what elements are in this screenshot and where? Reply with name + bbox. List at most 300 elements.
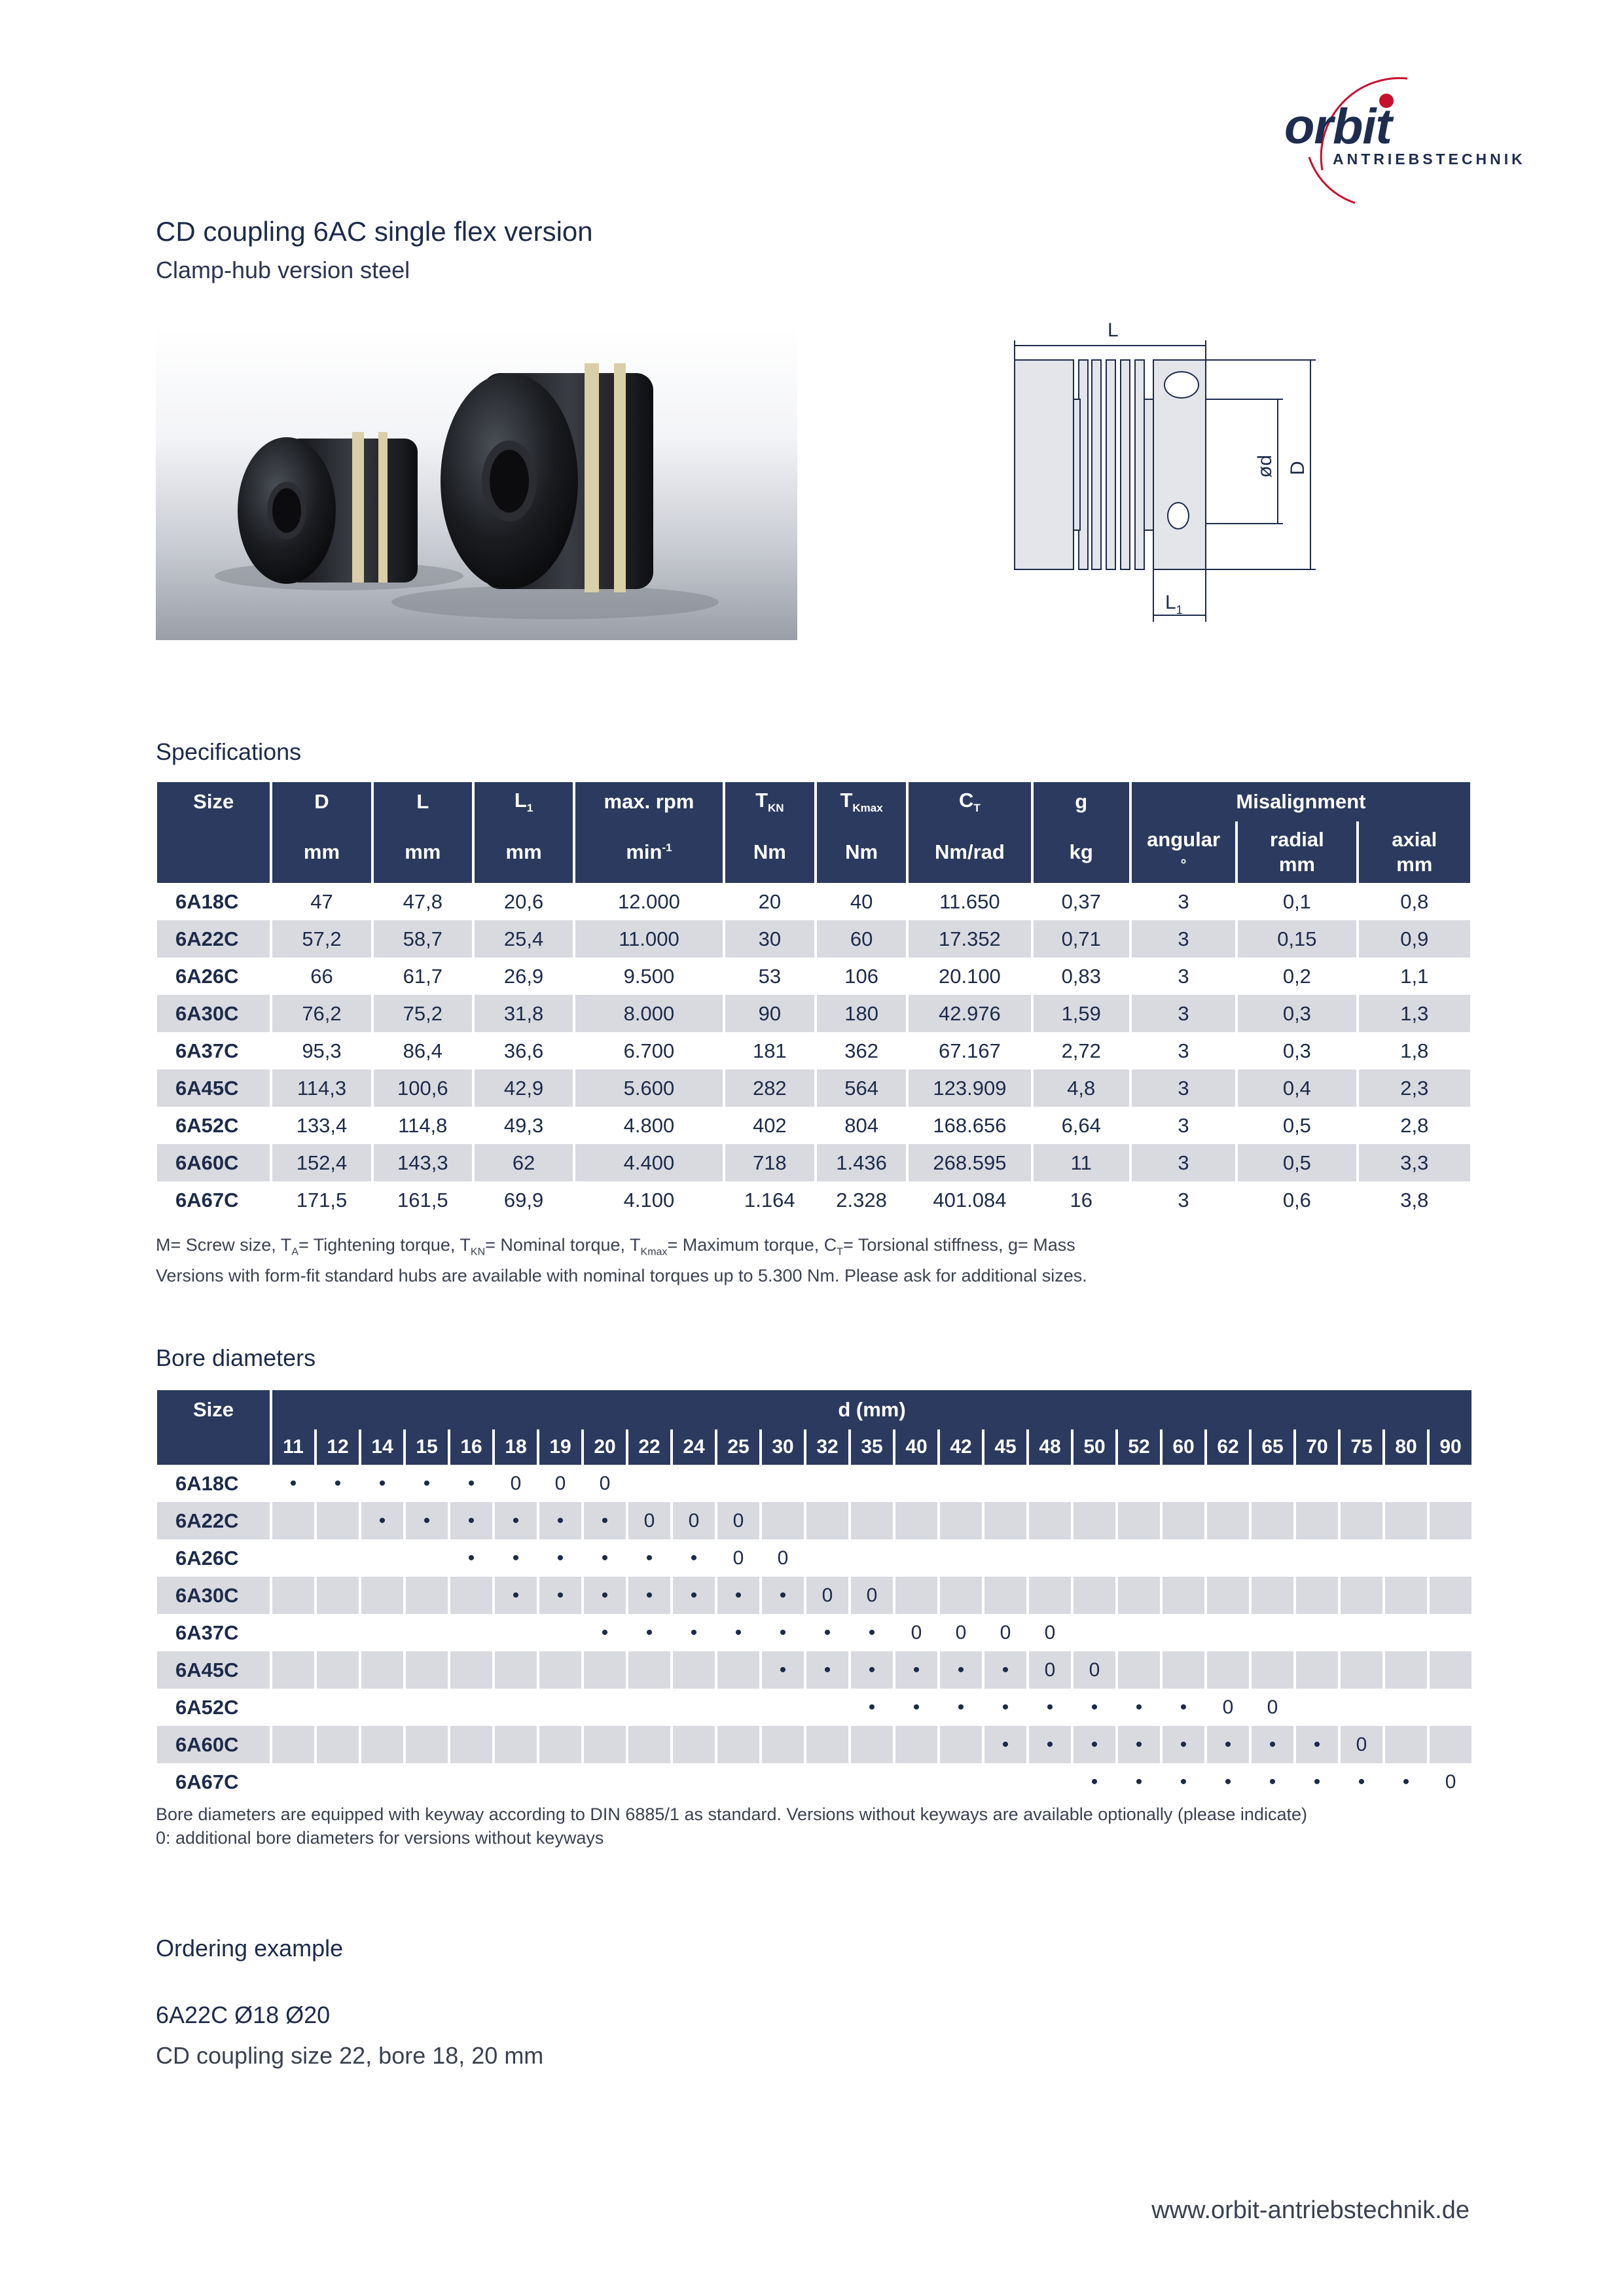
spec-value-cell: 12.000	[618, 889, 680, 913]
page-title: CD coupling 6AC single flex version	[156, 216, 593, 247]
spec-value-cell: 4.100	[623, 1188, 675, 1211]
col-D: D	[272, 782, 370, 821]
col-TKN: $T_{KN}$	[725, 782, 814, 821]
bore-availability-cell	[628, 1465, 670, 1502]
spec-value-cell: 57,2	[272, 920, 370, 958]
spec-value-cell: 66	[310, 964, 333, 988]
spec-value-cell: 0,3	[1238, 995, 1356, 1032]
spec-value-cell: 1.436	[817, 1144, 906, 1181]
bore-availability-cell	[1118, 1465, 1160, 1502]
spec-value-cell: 53	[758, 964, 782, 988]
bore-availability-cell: •	[495, 1577, 537, 1614]
spec-value-cell: 1,8	[1400, 1039, 1429, 1062]
bore-availability-cell	[984, 1577, 1026, 1614]
bore-availability-cell: •	[823, 1621, 831, 1643]
dim-L-label: L	[1108, 321, 1119, 341]
bore-availability-cell: •	[895, 1651, 937, 1689]
bore-availability-cell: •	[1207, 1726, 1249, 1763]
bore-availability-cell	[673, 1651, 715, 1689]
spec-value-cell: 2,8	[1400, 1113, 1429, 1137]
dim-D-label: D	[1287, 461, 1308, 475]
spec-value-cell: 11.650	[939, 889, 1000, 913]
spec-value-cell: 0,37	[1061, 889, 1101, 913]
bore-availability-cell: •	[762, 1651, 804, 1689]
spec-size-cell: 6A60C	[157, 1144, 270, 1181]
spec-value-cell: 11.000	[575, 920, 722, 958]
bore-availability-cell	[1029, 1763, 1071, 1801]
bore-availability-cell	[940, 1539, 982, 1577]
spec-value-cell: 1,59	[1034, 995, 1129, 1032]
spec-value-cell: 11	[1034, 1144, 1129, 1181]
spec-value-cell: 0,4	[1238, 1069, 1356, 1107]
spec-value-cell: 67.167	[938, 1039, 1001, 1062]
bore-availability-cell: •	[645, 1621, 653, 1643]
bore-availability-cell	[1207, 1577, 1249, 1614]
bore-availability-cell	[450, 1726, 492, 1763]
bore-availability-cell	[1341, 1651, 1382, 1689]
bore-availability-cell: •	[1313, 1770, 1321, 1793]
bore-availability-cell: •	[378, 1472, 386, 1494]
spec-value-cell: 282	[725, 1069, 814, 1107]
bore-availability-cell	[1163, 1465, 1204, 1502]
spec-value-cell: 0,3	[1282, 1039, 1311, 1062]
bore-availability-cell: •	[1296, 1726, 1338, 1763]
bore-availability-cell	[717, 1763, 759, 1801]
spec-value-cell: 180	[817, 995, 906, 1032]
bore-availability-cell	[1207, 1465, 1249, 1502]
bore-availability-cell: •	[539, 1502, 581, 1539]
bore-availability-cell	[895, 1763, 937, 1801]
bore-availability-cell: •	[868, 1621, 876, 1643]
bore-availability-cell	[806, 1502, 848, 1539]
bore-availability-cell	[984, 1465, 1026, 1502]
spec-value-cell: 3	[1178, 1039, 1189, 1062]
spec-value-cell: 49,3	[503, 1113, 544, 1137]
spec-value-cell: 36,6	[503, 1039, 544, 1062]
spec-value-cell: 58,7	[374, 920, 472, 958]
bore-availability-cell	[1118, 1577, 1160, 1614]
bore-availability-cell: •	[601, 1547, 609, 1569]
bore-availability-cell	[272, 1689, 314, 1726]
bore-diameter-header: 16	[450, 1429, 492, 1465]
spec-value-cell: 47	[310, 889, 333, 913]
bore-availability-cell	[1029, 1539, 1071, 1577]
spec-value-cell: 0,15	[1238, 920, 1356, 958]
bore-availability-cell	[1118, 1502, 1160, 1539]
specifications-heading: Specifications	[156, 738, 302, 765]
bore-diameter-header: 50	[1074, 1429, 1115, 1465]
spec-value-cell: 1,3	[1359, 995, 1470, 1032]
bore-availability-cell	[539, 1614, 581, 1651]
bore-availability-cell: •	[868, 1696, 876, 1718]
spec-value-cell: 0,83	[1061, 964, 1101, 988]
bore-availability-cell: •	[512, 1547, 520, 1569]
bore-availability-cell	[628, 1689, 670, 1726]
bore-diameter-header: 45	[984, 1429, 1026, 1465]
bore-diameter-header: 14	[361, 1429, 403, 1465]
bore-availability-cell: •	[361, 1502, 403, 1539]
bore-availability-cell	[762, 1465, 804, 1502]
spec-value-cell: 16	[1070, 1188, 1092, 1211]
col-CT: $C_T$	[909, 782, 1030, 821]
bore-diameter-header: 90	[1430, 1429, 1471, 1465]
bore-availability-cell	[1385, 1726, 1427, 1763]
bore-availability-cell: •	[334, 1472, 342, 1494]
bore-availability-cell: •	[690, 1547, 698, 1569]
bore-availability-cell: 0	[510, 1472, 522, 1494]
bore-availability-cell	[539, 1689, 581, 1726]
col-radial: radial mm	[1238, 821, 1356, 883]
unit-TKmax: Nm	[817, 821, 906, 883]
specifications-body	[157, 883, 1470, 1219]
bore-availability-cell	[851, 1465, 893, 1502]
spec-value-cell: 90	[725, 995, 814, 1032]
bore-availability-cell: •	[984, 1651, 1026, 1689]
bore-availability-cell	[272, 1726, 314, 1763]
bore-availability-cell	[806, 1465, 848, 1502]
spec-value-cell: 168.656	[933, 1113, 1007, 1137]
bore-availability-cell	[762, 1689, 804, 1726]
bore-availability-cell: 0	[806, 1577, 848, 1614]
bore-diameter-header: 19	[539, 1429, 581, 1465]
bore-availability-cell: •	[584, 1577, 626, 1614]
spec-value-cell: 40	[850, 889, 873, 913]
bore-availability-cell	[1118, 1651, 1160, 1689]
bore-availability-cell	[984, 1763, 1026, 1801]
bore-availability-cell: •	[1252, 1726, 1293, 1763]
bore-availability-cell	[272, 1763, 314, 1801]
bore-table	[154, 1390, 1474, 1801]
bore-availability-cell	[450, 1614, 492, 1651]
bore-size-cell: 6A67C	[175, 1770, 239, 1793]
bore-availability-cell: •	[806, 1651, 848, 1689]
spec-row	[157, 1144, 1470, 1181]
bore-availability-cell	[495, 1726, 537, 1763]
spec-value-cell: 3	[1178, 964, 1189, 988]
spec-row	[157, 1181, 1470, 1219]
spec-value-cell: 20,6	[503, 889, 544, 913]
bore-availability-cell: •	[556, 1547, 564, 1569]
unit-size	[157, 821, 270, 883]
bore-availability-cell	[317, 1502, 359, 1539]
bore-diameter-header: 60	[1163, 1429, 1204, 1465]
col-size: Size	[157, 782, 270, 821]
spec-value-cell: 75,2	[374, 995, 472, 1032]
spec-value-cell: 25,4	[475, 920, 573, 958]
bore-availability-cell	[450, 1651, 492, 1689]
spec-size-cell: 6A45C	[157, 1069, 270, 1107]
footer-url[interactable]: www.orbit-antriebstechnik.de	[1151, 2197, 1470, 2224]
bore-diameter-header: 65	[1252, 1429, 1293, 1465]
bore-availability-cell	[272, 1539, 314, 1577]
spec-value-cell: 133,4	[296, 1113, 348, 1137]
spec-row	[157, 1069, 1470, 1107]
bore-size-cell: 6A22C	[157, 1502, 270, 1539]
bore-availability-cell: •	[912, 1696, 920, 1718]
bore-availability-cell: •	[1269, 1770, 1276, 1793]
dim-od-label: ød	[1254, 454, 1276, 478]
spec-note-line1: M= Screw size, $T_A=$ Tightening torque, $T_{KN}=$ Nominal torque, $T_{Kmax}=$ Maximum torque, $C_T=$ Torsional stiffness, g= Mass	[156, 1235, 1075, 1258]
bore-availability-cell	[806, 1763, 848, 1801]
bore-availability-cell	[406, 1689, 448, 1726]
bore-availability-cell	[673, 1726, 715, 1763]
bore-availability-cell	[584, 1651, 626, 1689]
spec-value-cell: 76,2	[272, 995, 370, 1032]
bore-availability-cell	[806, 1539, 848, 1577]
bore-availability-cell: •	[1358, 1770, 1365, 1793]
bore-availability-cell	[762, 1726, 804, 1763]
bore-availability-cell	[851, 1726, 893, 1763]
bore-availability-cell	[851, 1502, 893, 1539]
bore-note-line1: Bore diameters are equipped with keyway according to DIN 6885/1 as standard. Versions without keyways are available optionally (please indicate)	[156, 1804, 1307, 1824]
spec-value-cell: 62	[475, 1144, 573, 1181]
bore-availability-cell	[1118, 1539, 1160, 1577]
bore-availability-cell: 0	[851, 1577, 893, 1614]
bore-availability-cell	[584, 1763, 626, 1801]
bore-availability-cell	[317, 1763, 359, 1801]
spec-value-cell: 61,7	[403, 964, 442, 988]
bore-availability-cell	[1296, 1465, 1338, 1502]
bore-note-line2: 0: additional bore diameters for versions without keyways	[156, 1828, 604, 1848]
spec-size-cell: 6A37C	[175, 1039, 239, 1062]
bore-availability-cell: 0	[911, 1621, 922, 1643]
bore-availability-cell: 0	[1341, 1726, 1382, 1763]
unit-CT: Nm/rad	[909, 821, 1030, 883]
bore-availability-cell	[361, 1539, 403, 1577]
bore-row	[157, 1763, 1471, 1801]
bore-availability-cell	[495, 1614, 537, 1651]
bore-availability-cell	[361, 1651, 403, 1689]
bore-row	[157, 1539, 1471, 1577]
spec-value-cell: 86,4	[403, 1039, 442, 1062]
bore-availability-cell	[1252, 1465, 1293, 1502]
bore-availability-cell	[895, 1502, 937, 1539]
bore-availability-cell	[1163, 1651, 1204, 1689]
bore-diameter-header: 20	[584, 1429, 626, 1465]
spec-value-cell: 1,1	[1400, 964, 1429, 988]
bore-availability-cell: •	[1163, 1726, 1204, 1763]
bore-row	[157, 1465, 1471, 1502]
bore-availability-cell	[1430, 1502, 1471, 1539]
spec-value-cell: 0,5	[1238, 1144, 1356, 1181]
bore-availability-cell	[1430, 1577, 1471, 1614]
spec-value-cell: 30	[725, 920, 814, 958]
bore-row	[157, 1502, 1471, 1539]
spec-size-cell: 6A52C	[175, 1113, 239, 1137]
bore-availability-cell	[717, 1689, 759, 1726]
bore-availability-cell: •	[289, 1472, 297, 1494]
ordering-heading: Ordering example	[156, 1935, 344, 1962]
bore-availability-cell	[450, 1577, 492, 1614]
bore-availability-cell: •	[717, 1577, 759, 1614]
spec-value-cell: 6,64	[1061, 1113, 1101, 1137]
spec-value-cell: 152,4	[272, 1144, 370, 1181]
spec-value-cell: 26,9	[503, 964, 544, 988]
bore-availability-cell: 0	[599, 1472, 611, 1494]
bore-availability-cell	[1207, 1651, 1249, 1689]
bore-diameter-header: 24	[673, 1429, 715, 1465]
bore-availability-cell	[406, 1614, 448, 1651]
bore-diameter-header: 15	[406, 1429, 448, 1465]
bore-diameter-header: 75	[1341, 1429, 1382, 1465]
bore-availability-cell	[539, 1651, 581, 1689]
bore-size-cell: 6A52C	[175, 1695, 239, 1719]
unit-L1: mm	[475, 821, 573, 883]
bore-availability-cell	[1296, 1577, 1338, 1614]
bore-diameter-header: 40	[895, 1429, 937, 1465]
bore-size-cell: 6A60C	[157, 1726, 270, 1763]
bore-diameter-header: 32	[806, 1429, 848, 1465]
bore-availability-cell: •	[984, 1726, 1026, 1763]
bore-availability-cell: 0	[777, 1547, 789, 1569]
spec-value-cell: 20.100	[938, 964, 1001, 988]
bore-availability-cell	[1430, 1539, 1471, 1577]
bore-availability-cell: •	[495, 1502, 537, 1539]
bore-availability-cell	[1252, 1651, 1293, 1689]
spec-value-cell: 0,2	[1282, 964, 1311, 988]
bore-availability-cell: •	[539, 1577, 581, 1614]
bore-availability-cell: 0	[554, 1472, 566, 1494]
bore-availability-cell	[1385, 1689, 1427, 1726]
bore-availability-cell: •	[1001, 1696, 1009, 1718]
bore-availability-cell	[1341, 1577, 1382, 1614]
bore-availability-cell: 0	[717, 1502, 759, 1539]
col-misalignment: Misalignment	[1132, 782, 1470, 821]
spec-value-cell: 402	[752, 1113, 787, 1137]
spec-value-cell: 95,3	[302, 1039, 342, 1062]
bore-availability-cell	[495, 1763, 537, 1801]
bore-availability-cell: •	[1135, 1770, 1143, 1793]
bore-availability-cell: •	[1118, 1726, 1160, 1763]
bore-availability-cell	[1207, 1614, 1249, 1651]
spec-value-cell: 3	[1178, 889, 1189, 913]
bore-availability-cell	[450, 1689, 492, 1726]
bore-availability-cell: •	[1180, 1770, 1187, 1793]
bore-availability-cell	[717, 1651, 759, 1689]
spec-value-cell: 401.084	[933, 1188, 1007, 1211]
bore-availability-cell	[1074, 1465, 1115, 1502]
bore-diameter-header: 35	[851, 1429, 893, 1465]
bore-availability-cell: •	[957, 1696, 965, 1718]
technical-drawing	[1008, 321, 1348, 635]
bore-availability-cell	[1296, 1502, 1338, 1539]
bore-availability-cell	[317, 1614, 359, 1651]
spec-value-cell: 3	[1178, 1188, 1189, 1211]
bore-availability-cell	[1430, 1614, 1471, 1651]
bore-availability-cell	[895, 1577, 937, 1614]
col-axial: axial mm	[1359, 821, 1470, 883]
bore-availability-cell	[1385, 1577, 1427, 1614]
bore-availability-cell	[1163, 1539, 1204, 1577]
bore-availability-cell	[1430, 1726, 1471, 1763]
col-max-rpm: max. rpm	[575, 782, 722, 821]
spec-value-cell: 114,3	[272, 1069, 370, 1107]
bore-availability-cell	[851, 1763, 893, 1801]
bore-availability-cell: •	[645, 1547, 653, 1569]
spec-value-cell: 3	[1178, 1113, 1189, 1137]
bore-availability-cell	[450, 1763, 492, 1801]
spec-row	[157, 995, 1470, 1032]
spec-value-cell: 3,8	[1400, 1188, 1429, 1211]
bore-availability-cell	[272, 1502, 314, 1539]
bore-size-cell: 6A37C	[175, 1621, 239, 1644]
spec-size-cell: 6A18C	[175, 889, 239, 913]
ordering-description: CD coupling size 22, bore 18, 20 mm	[156, 2042, 544, 2069]
bore-availability-cell	[495, 1689, 537, 1726]
bore-availability-cell	[984, 1502, 1026, 1539]
bore-size-cell: 6A30C	[157, 1577, 270, 1614]
specifications-table	[154, 782, 1473, 1219]
bore-availability-cell	[673, 1465, 715, 1502]
bore-availability-cell: •	[940, 1651, 982, 1689]
bore-diameter-header: 48	[1029, 1429, 1071, 1465]
spec-value-cell: 17.352	[909, 920, 1030, 958]
unit-D: mm	[272, 821, 370, 883]
bore-availability-cell	[1341, 1689, 1382, 1726]
bore-diameter-header: 30	[762, 1429, 804, 1465]
bore-row	[157, 1689, 1471, 1726]
spec-value-cell: 362	[844, 1039, 878, 1062]
bore-availability-cell	[406, 1763, 448, 1801]
bore-availability-cell	[406, 1726, 448, 1763]
bore-availability-cell	[940, 1465, 982, 1502]
spec-value-cell: 4.400	[575, 1144, 722, 1181]
bore-availability-cell	[361, 1614, 403, 1651]
bore-diameter-header: 18	[495, 1429, 537, 1465]
spec-size-cell: 6A67C	[175, 1188, 239, 1211]
bore-availability-cell	[1385, 1539, 1427, 1577]
spec-value-cell: 3	[1132, 1144, 1235, 1181]
spec-row	[157, 883, 1470, 920]
bore-availability-cell	[1074, 1614, 1115, 1651]
bore-availability-cell	[1341, 1465, 1382, 1502]
spec-size-cell: 6A22C	[157, 920, 270, 958]
unit-g: kg	[1034, 821, 1129, 883]
bore-availability-cell	[406, 1539, 448, 1577]
bore-availability-cell	[1296, 1651, 1338, 1689]
bore-availability-cell	[1385, 1502, 1427, 1539]
bore-availability-cell	[628, 1651, 670, 1689]
bore-availability-cell	[717, 1726, 759, 1763]
bore-availability-cell	[1341, 1614, 1382, 1651]
spec-value-cell: 268.595	[909, 1144, 1030, 1181]
spec-value-cell: 42.976	[909, 995, 1030, 1032]
bore-d-header: d (mm)	[272, 1390, 1471, 1429]
bore-note	[156, 1803, 1478, 1850]
col-L1: $L_1$	[475, 782, 573, 821]
bore-availability-cell	[1430, 1465, 1471, 1502]
spec-size-cell: 6A26C	[175, 964, 239, 988]
bore-availability-cell	[762, 1763, 804, 1801]
spec-value-cell: 9.500	[623, 964, 675, 988]
bore-availability-cell: •	[423, 1472, 431, 1494]
spec-row	[157, 920, 1470, 958]
spec-value-cell: 31,8	[475, 995, 573, 1032]
spec-value-cell: 0,1	[1282, 889, 1311, 913]
spec-value-cell: 564	[817, 1069, 906, 1107]
bore-availability-cell	[1207, 1539, 1249, 1577]
spec-value-cell: 3	[1132, 995, 1235, 1032]
bore-availability-cell: •	[467, 1547, 475, 1569]
bore-availability-cell	[272, 1577, 314, 1614]
bore-availability-cell: 0	[732, 1547, 744, 1569]
bore-availability-cell	[1252, 1502, 1293, 1539]
bore-availability-cell	[361, 1577, 403, 1614]
bore-availability-cell	[361, 1689, 403, 1726]
bore-availability-cell	[1252, 1539, 1293, 1577]
spec-value-cell: 2,72	[1061, 1039, 1101, 1062]
bore-availability-cell	[584, 1689, 626, 1726]
